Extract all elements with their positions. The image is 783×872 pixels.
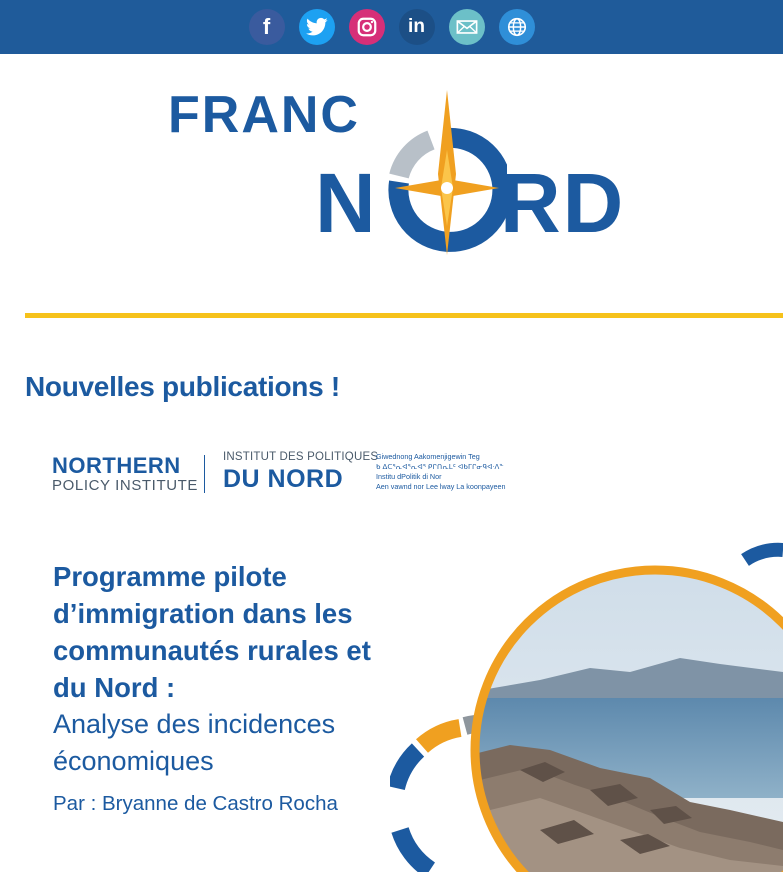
subtitle-line: économiques bbox=[53, 746, 214, 776]
publisher-divider bbox=[204, 455, 205, 493]
linkedin-icon: in bbox=[408, 16, 425, 37]
subtitle-line: Analyse des incidences bbox=[53, 709, 336, 739]
twitter-icon bbox=[306, 17, 328, 37]
divider-line bbox=[25, 313, 783, 318]
section-heading: Nouvelles publications ! bbox=[25, 371, 340, 402]
logo-text-rd: RD bbox=[500, 156, 626, 250]
publication-subtitle bbox=[53, 706, 433, 780]
publisher-lang-line: ᑲ ᐃᑕᕐᕆᐊᕐᕆᐊᕐ ᑭᒋᑎᕆᒪᑦ ᐊᑲᒥᒋᓂᑫᐊᐧᐱᓐ bbox=[376, 462, 504, 471]
title-line: communautés rurales et bbox=[53, 635, 371, 666]
publisher-name-fr-big: DU NORD bbox=[223, 465, 344, 493]
instagram-link[interactable] bbox=[349, 9, 385, 45]
publisher-logo[interactable] bbox=[52, 451, 522, 501]
email-link[interactable] bbox=[449, 9, 485, 45]
logo-text-franc: FRANC bbox=[168, 86, 360, 144]
publisher-subtitle-en: POLICY INSTITUTE bbox=[52, 477, 199, 494]
publication-title[interactable] bbox=[53, 558, 433, 706]
publisher-lang-line: Institu dPolitik di Nor bbox=[376, 472, 442, 481]
title-line: du Nord : bbox=[53, 672, 176, 703]
ring-segment-blue bbox=[396, 750, 418, 788]
publisher-name-en: NORTHERN bbox=[52, 453, 181, 478]
cover-photo[interactable] bbox=[390, 540, 783, 872]
website-link[interactable] bbox=[499, 9, 535, 45]
publisher-name-fr-small: INSTITUT DES POLITIQUES bbox=[223, 451, 379, 463]
publisher-lang-line: Aen vawnd nor Lee lway La koonpayeen bbox=[376, 482, 506, 491]
publisher-languages bbox=[376, 452, 505, 492]
title-line: Programme pilote bbox=[53, 561, 287, 592]
logo-text-n: N bbox=[315, 156, 378, 250]
linkedin-link[interactable] bbox=[399, 9, 435, 45]
facebook-link[interactable] bbox=[249, 9, 285, 45]
social-bar bbox=[0, 0, 783, 54]
globe-icon bbox=[506, 16, 528, 38]
publisher-lang-line: Giwednong Aakomenjigewin Teg bbox=[376, 452, 480, 461]
twitter-link[interactable] bbox=[299, 9, 335, 45]
title-line: d’immigration dans les bbox=[53, 598, 353, 629]
compass-star-icon bbox=[387, 90, 507, 255]
francnord-logo[interactable] bbox=[165, 85, 635, 260]
ring-segment-orange bbox=[422, 728, 460, 746]
publication-author: Par : Bryanne de Castro Rocha bbox=[53, 792, 338, 815]
email-icon bbox=[456, 19, 478, 35]
instagram-icon bbox=[356, 16, 378, 38]
facebook-icon: f bbox=[262, 14, 271, 39]
